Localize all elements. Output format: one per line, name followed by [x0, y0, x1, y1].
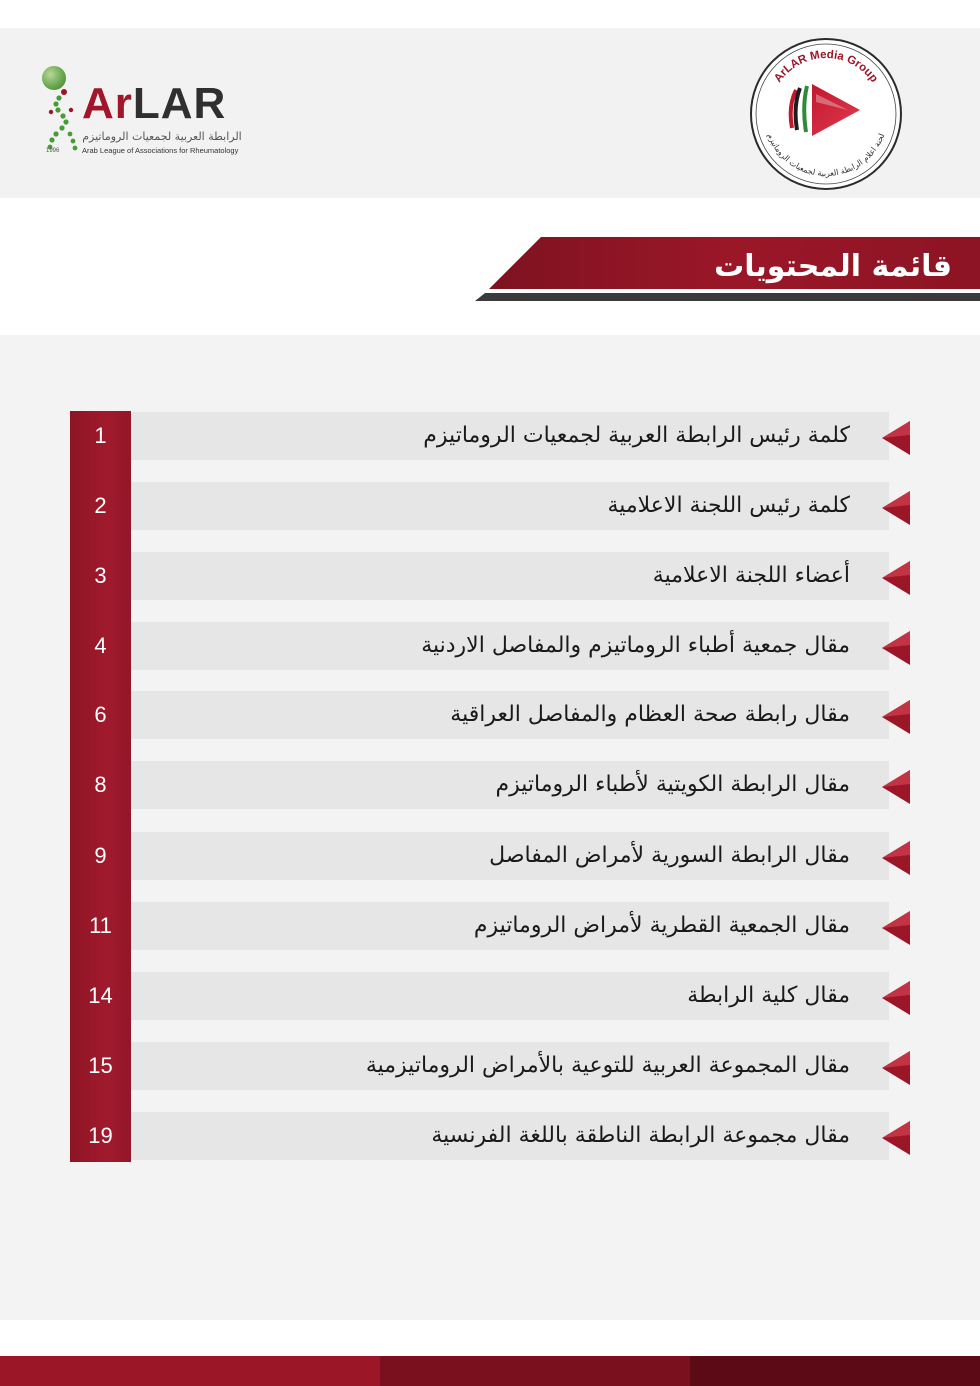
- triangle-arrow-left-icon: [882, 911, 910, 945]
- toc-item[interactable]: [131, 622, 911, 670]
- arlar-year: 1996: [46, 148, 60, 154]
- arlar-logo: [38, 62, 248, 162]
- triangle-arrow-left-icon: [882, 981, 910, 1015]
- wordmark-lar: LAR: [132, 79, 227, 128]
- toc-item[interactable]: [131, 1112, 911, 1160]
- toc-item-label: أعضاء اللجنة الاعلامية: [652, 563, 850, 588]
- wordmark-ar: Ar: [82, 79, 133, 128]
- toc-page-number: 19: [88, 1123, 113, 1148]
- toc-item[interactable]: [131, 902, 911, 950]
- toc-item-label: كلمة رئيس اللجنة الاعلامية: [607, 493, 850, 518]
- toc-item[interactable]: [131, 412, 911, 460]
- triangle-arrow-left-icon: [882, 1121, 910, 1155]
- toc-item[interactable]: [131, 832, 911, 880]
- toc-item[interactable]: [131, 761, 911, 809]
- triangle-arrow-left-icon: [882, 491, 910, 525]
- toc-page-number: 15: [88, 1053, 113, 1078]
- arlar-figure-icon: [44, 88, 78, 154]
- toc-page-number: 8: [94, 772, 107, 797]
- toc-item[interactable]: [131, 1042, 911, 1090]
- toc-title: قائمة المحتويات: [714, 249, 952, 284]
- triangle-arrow-left-icon: [882, 1051, 910, 1085]
- triangle-arrow-left-icon: [882, 561, 910, 595]
- toc-page-number: 2: [94, 493, 107, 518]
- toc-item-label: مقال الرابطة السورية لأمراض المفاصل: [489, 843, 850, 868]
- triangle-arrow-left-icon: [882, 421, 910, 455]
- toc-page-number: 6: [94, 702, 107, 727]
- toc-item-label: مقال مجموعة الرابطة الناطقة باللغة الفرنسية: [431, 1123, 850, 1148]
- toc-page-number: 9: [94, 843, 107, 868]
- toc-item-label: مقال كلية الرابطة: [687, 983, 850, 1008]
- triangle-arrow-left-icon: [882, 770, 910, 804]
- toc-page-number: 1: [94, 423, 107, 448]
- arlar-subtitle-en: Arab League of Associations for Rheumatology: [82, 146, 239, 155]
- seal-name-en: ArLAR Media Group: [772, 48, 880, 85]
- footer-strip: [0, 1356, 980, 1386]
- arlar-wordmark: [82, 79, 227, 128]
- toc-item-label: مقال الرابطة الكويتية لأطباء الروماتيزم: [495, 772, 850, 797]
- triangle-arrow-left-icon: [882, 841, 910, 875]
- seal-name-ar: لجنة اعلام الرابطة العربية لجمعيات الروماتيزم: [765, 132, 887, 179]
- toc-item[interactable]: [131, 691, 911, 739]
- toc-item[interactable]: [131, 552, 911, 600]
- toc-item[interactable]: [131, 972, 911, 1020]
- toc-item-label: مقال الجمعية القطرية لأمراض الروماتيزم: [473, 913, 850, 938]
- toc-item-label: مقال رابطة صحة العظام والمفاصل العراقية: [450, 702, 850, 727]
- toc-item-label: مقال المجموعة العربية للتوعية بالأمراض الروماتيزمية: [365, 1053, 850, 1078]
- footer-segment: [0, 1356, 380, 1386]
- triangle-arrow-left-icon: [882, 631, 910, 665]
- globe-icon: [42, 66, 66, 90]
- triangle-arrow-left-icon: [882, 700, 910, 734]
- toc-item-label: مقال جمعية أطباء الروماتيزم والمفاصل الاردنية: [421, 633, 850, 658]
- toc-item[interactable]: [131, 482, 911, 530]
- toc-page-number: 14: [88, 983, 113, 1008]
- footer-segment: [380, 1356, 690, 1386]
- toc-page-number: 4: [94, 633, 107, 658]
- arlar-subtitle-ar: الرابطة العربية لجمعيات الروماتيزم: [82, 130, 242, 143]
- media-group-seal: [748, 36, 904, 192]
- toc-page-number: 3: [94, 563, 107, 588]
- footer-segment: [690, 1356, 980, 1386]
- toc-item-label: كلمة رئيس الرابطة العربية لجمعيات الروماتيزم: [423, 423, 850, 448]
- toc-page-number: 11: [89, 913, 112, 938]
